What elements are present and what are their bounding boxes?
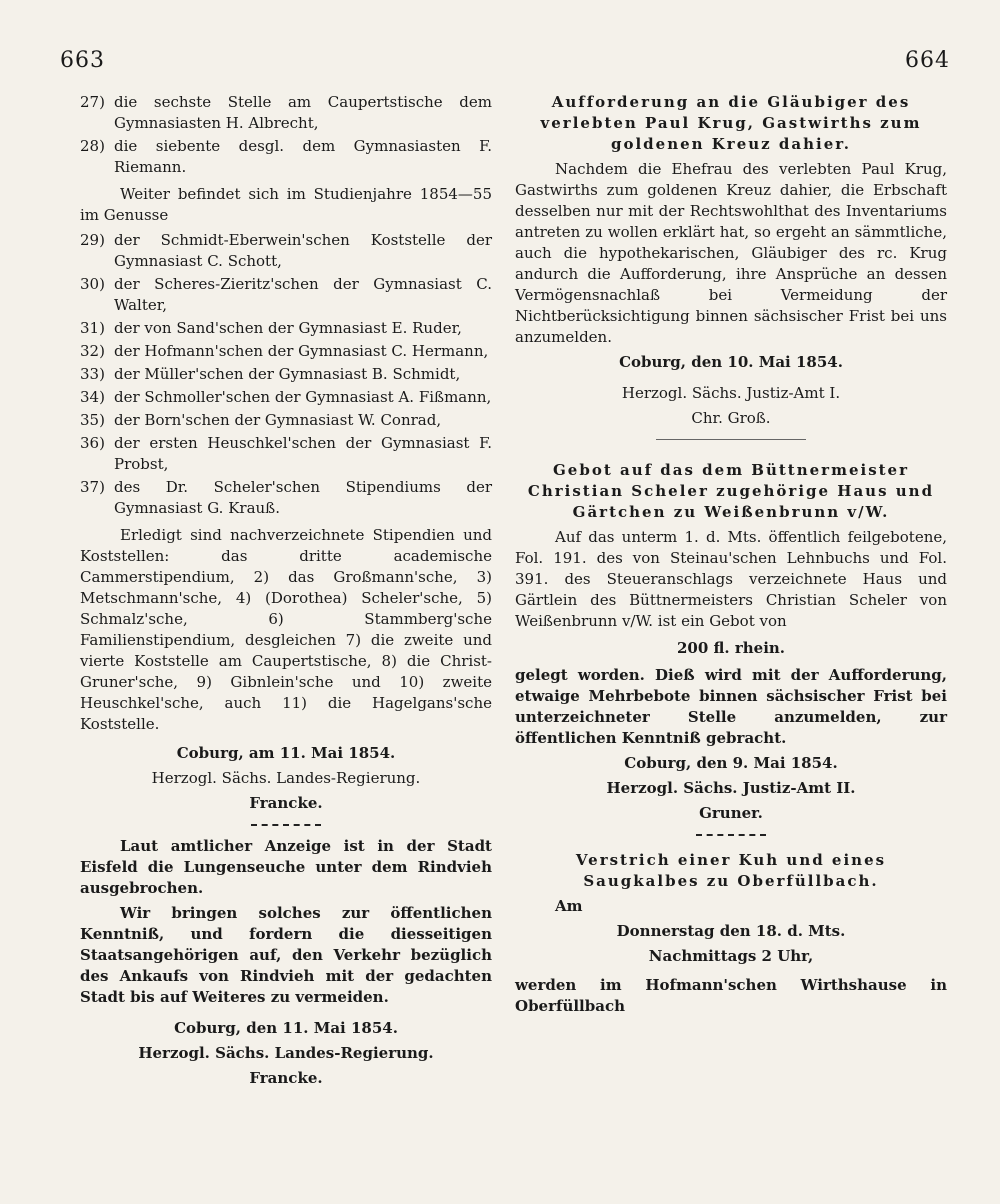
bid-amount: 200 fl. rhein.	[676, 639, 786, 657]
list-item-number: 36)	[80, 434, 105, 452]
notice-body-1: Nachdem die Ehefrau des verlebten Paul Krug, Gastwirths zum goldenen Kreuz dahier, die Erbschaft desselben nur mit der Rechtswohlthat des Inventariums antreten zu wollen erklärt hat, so ergeht an sämmtliche, auch die hypothekarischen, Gläubiger des rc. Krug andurch die Aufforderung, ihre Ansprüche an dessen Vermögensnachlaß bei Vermeidung der Nichtberücksichtigung binnen sächsischer Frist bei uns anzumelden.	[515, 160, 947, 346]
right-column	[515, 92, 947, 1021]
list-item-text: der Müller'schen der Gymnasiast B. Schmidt,	[114, 365, 461, 383]
list-item-text: der von Sand'schen der Gymnasiast E. Ruder,	[114, 319, 462, 337]
authority-right-2: Herzogl. Sächs. Justiz-Amt II.	[606, 779, 856, 797]
date-right-2: Coburg, den 9. Mai 1854.	[624, 754, 838, 772]
signature-right-2: Gruner.	[699, 804, 763, 822]
list-item	[80, 230, 492, 272]
list-item-number: 33)	[80, 365, 105, 383]
list-item	[80, 387, 492, 408]
list-item-number: 30)	[80, 275, 105, 293]
divider-left-1	[251, 824, 321, 826]
list-item	[80, 341, 492, 362]
list-item-text: der Hofmann'schen der Gymnasiast C. Hermann,	[114, 342, 489, 360]
signature-left-1: Francke.	[249, 794, 323, 812]
list-item	[80, 318, 492, 339]
list-item-text: der ersten Heuschkel'schen der Gymnasiast F. Probst,	[114, 434, 492, 473]
list-item-text: die siebente desgl. dem Gymnasiasten F. Riemann.	[114, 137, 492, 176]
list-item-text: der Scheres-Zieritz'schen der Gymnasiast C. Walter,	[114, 275, 492, 314]
page-number-right: 664	[905, 48, 950, 73]
notice-title-3: Verstrich einer Kuh und eines Saugkalbes zu Oberfüllbach.	[575, 851, 887, 890]
notice-body-2: Auf das unterm 1. d. Mts. öffentlich feilgebotene, Fol. 191. des von Steinau'schen Lehnbuchs und Fol. 391. des Steueranschlags verzeichnete Haus und Gärtlein des Büttnermeisters Christian Scheler von Weißenbrunn v/W. ist ein Gebot von	[515, 528, 947, 630]
notice-body-3: werden im Hofmann'schen Wirthshause in Oberfüllbach	[515, 976, 947, 1015]
notice-paragraph-1: Laut amtlicher Anzeige ist in der Stadt Eisfeld die Lungenseuche unter dem Rindvieh ausgebrochen.	[80, 837, 492, 897]
list-item-text: der Schmoller'schen der Gymnasiast A. Fißmann,	[114, 388, 492, 406]
auction-date: Donnerstag den 18. d. Mts.	[616, 922, 846, 940]
divider-right-1	[656, 439, 806, 440]
signature-right-1: Chr. Groß.	[691, 409, 771, 427]
list-item	[80, 477, 492, 519]
vacant-paragraph: Erledigt sind nachverzeichnete Stipendien und Koststellen: das dritte academische Cammerstipendium, 2) das Großmann'sche, 3) Metschmann'sche, 4) (Dorothea) Scheler'sche, 5) Schmalz'sche, 6) Stammberg'sche Familienstipendium, desgleichen 7) die zweite und vierte Koststelle am Caupertstische, 8) die Christ-Gruner'sche, 9) Gibnlein'sche und 10) zweite Heuschkel'sche, auch 11) die Hagelgans'sche Koststelle.	[80, 526, 492, 733]
authority-left-2: Herzogl. Sächs. Landes-Regierung.	[138, 1044, 434, 1062]
list-item-text: der Born'schen der Gymnasiast W. Conrad,	[114, 411, 442, 429]
list-item-number: 34)	[80, 388, 105, 406]
list-item	[80, 274, 492, 316]
page-number-left: 663	[60, 48, 105, 73]
list-item-number: 31)	[80, 319, 105, 337]
list-item	[80, 136, 492, 178]
notice-body-2b: gelegt worden. Dieß wird mit der Aufforderung, etwaige Mehrbebote binnen sächsischer Frist bei unterzeichneter Stelle anzumelden, zur öffentlichen Kenntniß gebracht.	[515, 666, 947, 747]
list-item-number: 32)	[80, 342, 105, 360]
notice-title-1: Aufforderung an die Gläubiger des verlebten Paul Krug, Gastwirths zum goldenen Kreuz dahier.	[540, 93, 922, 153]
signature-left-2: Francke.	[249, 1069, 323, 1087]
date-right-1: Coburg, den 10. Mai 1854.	[619, 353, 843, 371]
divider-right-2	[696, 834, 766, 836]
auction-am: Am	[555, 897, 583, 915]
list-item	[80, 92, 492, 134]
date-left-2: Coburg, den 11. Mai 1854.	[174, 1019, 398, 1037]
list-item-text: die sechste Stelle am Caupertstische dem Gymnasiasten H. Albrecht,	[114, 93, 492, 132]
list-item	[80, 433, 492, 475]
list-item-number: 27)	[80, 93, 105, 111]
auction-time: Nachmittags 2 Uhr,	[648, 947, 814, 965]
list-item-number: 29)	[80, 231, 105, 249]
notice-paragraph-2: Wir bringen solches zur öffentlichen Kenntniß, und fordern die diesseitigen Staatsangehörigen auf, den Verkehr bezüglich des Ankaufs von Rindvieh mit der gedachten Stadt bis auf Weiteres zu vermeiden.	[80, 904, 492, 1006]
left-column	[80, 92, 492, 1093]
list-item-number: 35)	[80, 411, 105, 429]
list-item	[80, 364, 492, 385]
date-left-1: Coburg, am 11. Mai 1854.	[176, 744, 396, 762]
stipend-list-a	[80, 92, 492, 178]
notice-title-2: Gebot auf das dem Büttnermeister Christian Scheler zugehörige Haus und Gärtchen zu Weißenbrunn v/W.	[527, 461, 935, 521]
authority-left-1: Herzogl. Sächs. Landes-Regierung.	[151, 769, 421, 787]
list-item-text: der Schmidt-Eberwein'schen Koststelle der Gymnasiast C. Schott,	[114, 231, 492, 270]
intro-paragraph: Weiter befindet sich im Studienjahre 1854—55 im Genusse	[80, 185, 492, 224]
list-item-number: 37)	[80, 478, 105, 496]
list-item	[80, 410, 492, 431]
authority-right-1: Herzogl. Sächs. Justiz-Amt I.	[621, 384, 841, 402]
list-item-text: des Dr. Scheler'schen Stipendiums der Gymnasiast G. Krauß.	[114, 478, 492, 517]
list-item-number: 28)	[80, 137, 105, 155]
stipend-list-b	[80, 230, 492, 519]
